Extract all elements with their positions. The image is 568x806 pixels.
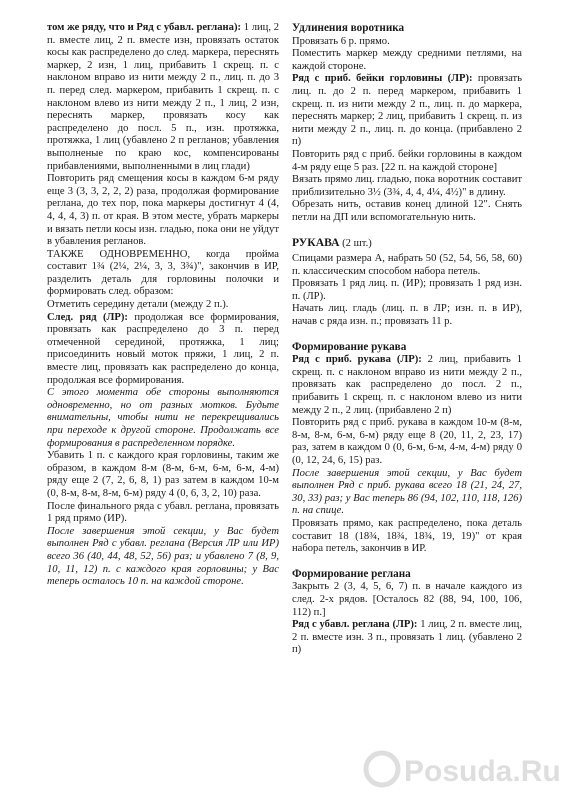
bold-lead: Ряд с приб. бейки горловины (ЛР):	[292, 73, 473, 85]
r-paragraph-4: Повторить ряд с приб. бейки горловины в каждом 4-м ряду еще 5 раз. [22 п. на каждой стороне]	[292, 148, 522, 173]
paragraph-2: Повторить ряд смещения косы в каждом 6-м ряду еще 3 (3, 3, 2, 2, 2) раза, продолжая формирование реглана, до тех пор, пока маркеры достигнут 4 (4, 4, 4, 4, 3) п. от края. В этом месте, убрать маркеры и вязать петли косы изн. гладью, пока они не уйдут в убавления регланов.	[47, 173, 279, 248]
s-paragraph-8: Закрыть 2 (3, 4, 5, 6, 7) п. в начале каждого из след. 2-х рядов. [Осталось 82 (88, 94, 100, 106, 112) п.]	[292, 581, 522, 618]
bold-lead: том же ряду, что и Ряд с убавл. реглана):	[47, 22, 242, 33]
paragraph-text: 2 лиц, прибавить 1 скрещ. п. с наклоном вправо из нити между 2 п., провязать как распределено до посл. 2 п., прибавить 1 скрещ. п. с наклоном влево из нити между 2 п., 2 лиц. (прибавлено 2 п)	[292, 354, 522, 416]
sleeves-title: РУКАВА	[292, 235, 340, 249]
paragraph-7: Убавить 1 п. с каждого края горловины, таким же образом, в каждом 8-м (8-м, 6-м, 6-м, 6-м, 4-м) ряду еще 2 (7, 2, 6, 8, 1) раз затем в каждом 10-м (0, 8-м, 8-м, 8-м, 6-м) ряду 4 (0, 6, 3, 2, 10) раза.	[47, 450, 279, 499]
bold-lead: Ряд с убавл. реглана (ЛР):	[292, 619, 418, 631]
paragraph-4: Отметить середину детали (между 2 п.).	[47, 299, 229, 311]
paragraph-5	[47, 312, 279, 388]
heading-collar: Удлинения воротника	[292, 22, 405, 34]
section-sleeves-title	[292, 237, 522, 251]
s-paragraph-6: После завершения этой секции, у Вас будет выполнен Ряд с приб. рукава всего 18 (21, 24, 27, 30, 33) раз; у Вас теперь 86 (94, 102, 110, 118, 126) п. на спице.	[292, 467, 522, 517]
s-paragraph-7: Провязать прямо, как распределено, пока деталь составит 18 (18¾, 18¾, 18¾, 19, 19)" от края набора петель, закончив в ИР.	[292, 517, 522, 555]
r-paragraph-6: Обрезать нить, оставив конец длиной 12". Снять петли на ДП или вспомогательную нить.	[292, 199, 522, 223]
s-paragraph-3: Начать лиц. гладь (лиц. п. в ЛР; изн. п. в ИР), начав с ряда изн. п.; провязать 11 р.	[292, 303, 522, 328]
heading-sleeve-shaping: Формирование рукава	[292, 340, 407, 353]
spacer	[292, 556, 522, 568]
r-paragraph-1: Провязать 6 р. прямо.	[292, 35, 390, 47]
left-column	[47, 22, 279, 589]
watermark-ring	[366, 753, 398, 785]
paragraph-8: После финального ряда с убавл. реглана, провязать 1 ряд прямо (ИР).	[47, 500, 279, 525]
r-paragraph-5: Вязать прямо лиц. гладью, пока воротник составит приблизительно 3½ (3¾, 4, 4, 4¼, 4½)" в длину.	[292, 174, 522, 198]
paragraph-text: провязать лиц. п. до 2 п. перед маркером, прибавить 1 скрещ. п. из нити между 2 п., лиц. п. до маркера, переснять маркер; 2 лиц, прибавить 1 скрещ. п. из нити между 2 п., лиц. п. до конца. (прибавлено 2 п)	[292, 73, 522, 148]
r-paragraph-3	[292, 73, 522, 149]
paragraph-9: После завершения этой секции, у Вас будет выполнен Ряд с убавл. реглана (Версия ЛР или ИР) всего 36 (40, 44, 48, 52, 56) раз; и убавлено 7 (8, 9, 10, 11, 12) п. с каждого края горловины; у Вас теперь осталось 10 п. на каждой стороне.	[47, 525, 279, 588]
sleeves-count: (2 шт.)	[339, 237, 372, 249]
right-column	[292, 22, 522, 657]
s-paragraph-1: Спицами размера A, набрать 50 (52, 54, 56, 58, 60) п. классическим способом набора петель.	[292, 253, 522, 277]
bold-lead: След. ряд (ЛР):	[47, 311, 128, 323]
s-paragraph-2: Провязать 1 ряд лиц. п. (ИР); провязать 1 ряд изн. п. (ЛР).	[292, 278, 522, 302]
paragraph-text: 1 лиц, 2 п. вместе лиц, 2 п. вместе изн, провязать остаток косы как распределено до след. маркера, переснять маркер, 2 изн, 1 лиц, прибавить 1 скрещ. п. с наклоном вправо из нити между 2 п., лиц. п. до 3 п. перед след. маркером, прибавить 1 скрещ. п. с наклоном влево из нити между 2 п., 1 лиц, 2 изн, переснять маркер, провязать косу как распределено до посл. 5 п., изн. протяжка, протяжка, 1 лиц (убавлено 2 п регланов; убавления выполненые по краю кос, компенсированы прибавлениями, выполненными в лиц глади)	[47, 22, 279, 172]
paragraph-text: продолжая все формирования, провязать как распределено до 3 п. перед отмеченной серединой, протяжка, 1 лиц; присоединить новый моток пряжи, 1 лиц, 2 п. вместе лиц, провязать как распределено до конца, продолжая все формирования.	[47, 311, 280, 386]
heading-raglan-shaping: Формирование реглана	[292, 567, 411, 580]
bold-lead: Ряд с приб. рукава (ЛР):	[292, 354, 422, 366]
s-paragraph-5: Повторить ряд с приб. рукава в каждом 10-м (8-м, 8-м, 8-м, 6-м, 6-м) ряду еще 8 (20, 11, 2, 23, 17) раз, затем в каждом 0 (0, 6-м, 6-м, 4-м, 4-м) ряду 0 (0, 12, 24, 6, 15) раз.	[292, 417, 522, 466]
paragraph-text: 1 лиц, 2 п. вместе лиц, 2 п. вместе изн. 3 п., провязать 1 лиц. (убавлено 2 п)	[292, 619, 523, 656]
watermark-logo	[360, 745, 560, 801]
paragraph-3: ТАКЖЕ ОДНОВРЕМЕННО, когда пройма составит 1¾ (2¼, 2¼, 3, 3, 3¾)", закончив в ИР, разделить деталь для горловины полочки и формировать след. образом:	[47, 248, 279, 298]
paragraph-1	[47, 22, 279, 173]
paragraph-6: С этого момента обе стороны выполняются одновременно, но от разных мотков. Будьте внимательны, чтобы нити не перекрещивались при переходе к другой стороне. Продолжать все формирования в распределенном порядке.	[47, 387, 279, 449]
watermark-text: Posuda.Ru	[404, 755, 560, 788]
watermark-graphic	[360, 745, 560, 801]
r-paragraph-2: Поместить маркер между средними петлями, на каждой стороне.	[292, 48, 522, 72]
s-paragraph-9	[292, 619, 522, 657]
spacer	[292, 329, 522, 341]
s-paragraph-4	[292, 354, 522, 417]
